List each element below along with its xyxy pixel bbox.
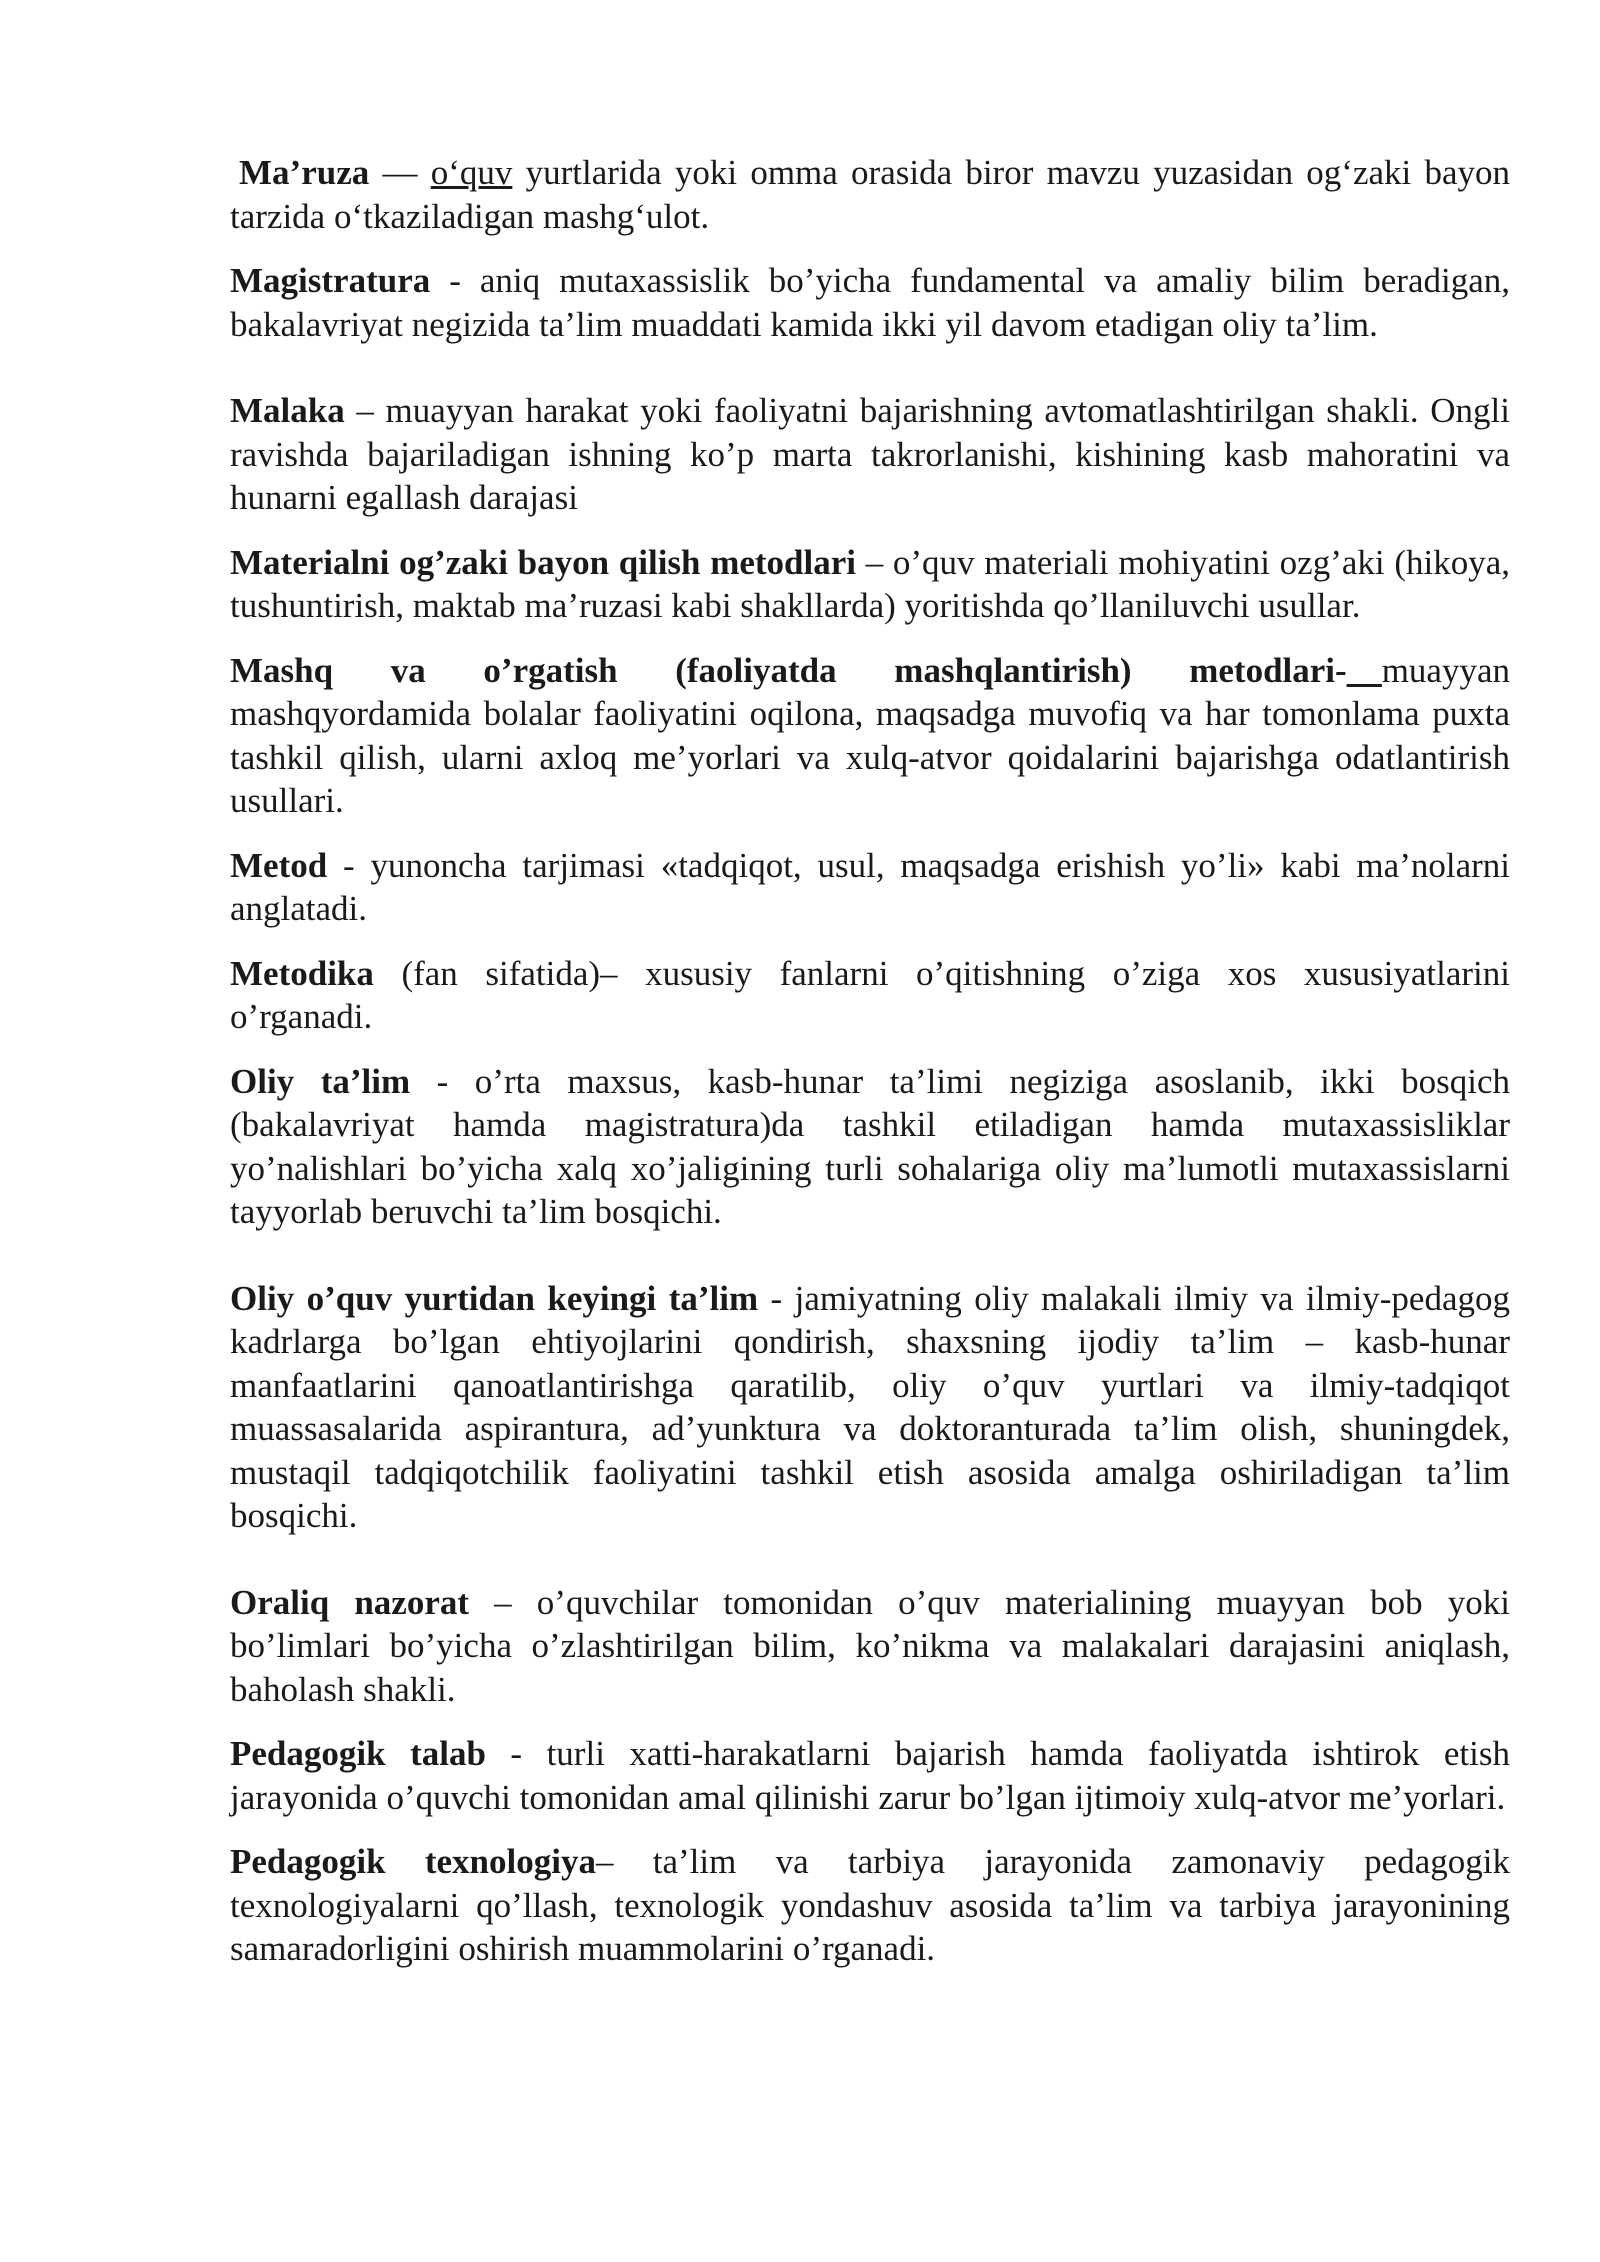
glossary-entry-malaka (230, 389, 1510, 520)
entry-link[interactable]: o‘quv (430, 153, 513, 192)
entry-term: Metod (230, 845, 328, 885)
entry-definition: – muayyan harakat yoki faoliyatni bajarishning avtomatlashtirilgan shakli. Ongli ravishda bajariladigan ishning ko’p marta takrorlanishi, kishining kasb mahoratini va hunarni egallash darajasi (230, 391, 1510, 517)
glossary-entry-oliy-oquv-yurtidan-keyingi (230, 1277, 1510, 1538)
entry-term: Pedagogik texnologiya (230, 1842, 596, 1881)
entry-definition: – o’quv materiali mohiyatini ozg’aki (hikoya, tushuntirish, maktab ma’ruzasi kabi shakllarda) yoritishda qo’llaniluvchi usullar. (230, 542, 1510, 625)
glossary-entry-oliy-talim (230, 1060, 1510, 1234)
entry-definition: – ta’lim va tarbiya jarayonida zamonaviy pedagogik texnologiyalarni qo’llash, texnologik yondashuv asosida ta’lim va tarbiya jarayonining samaradorligini oshirish muammolarini o’rganadi. (230, 1842, 1510, 1968)
glossary-body (230, 151, 1510, 1992)
entry-definition: (fan sifatida)– xususiy fanlarni o’qitishning o’ziga xos xususiyatlarini o’rganadi. (230, 953, 1510, 1036)
glossary-entry-magistratura (230, 259, 1510, 346)
entry-definition: - turli xatti-harakatlarni bajarish hamda faoliyatda ishtirok etish jarayonida o’quvchi tomonidan amal qilinishi zarur bo’lgan ijtimoiy xulq-atvor me’yorlari. (230, 1734, 1510, 1817)
entry-term: Oraliq nazorat (230, 1582, 470, 1622)
entry-term: Oliy o’quv yurtidan keyingi ta’lim (230, 1278, 759, 1318)
entry-definition: yurtlarida yoki omma orasida biror mavzu yuzasidan og‘zaki bayon tarzida o‘tkaziladigan mashg‘ulot. (230, 153, 1511, 236)
entry-term: Metodika (230, 953, 374, 993)
entry-term: Oliy ta’lim (230, 1061, 411, 1101)
glossary-entry-oraliq-nazorat (230, 1581, 1510, 1712)
entry-definition: - jamiyatning oliy malakali ilmiy va ilmiy-pedagog kadrlarga bo’lgan ehtiyojlarini qondirish, shaxsning ijodiy ta’lim – kasb-hunar manfaatlarini qanoatlantirishga qaratilib, oliy o’quv yurtlari va ilmiy-tadqiqot muassasalarida aspirantura, ad’yunktura va doktoranturada ta’lim olish, shuningdek, mustaqil tadqiqotchilik faoliyatini tashkil etish asosida amalga oshiriladigan ta’lim bosqichi. (230, 1278, 1510, 1535)
entry-term: Malaka (230, 391, 345, 430)
entry-underline-blank: __ (1346, 650, 1382, 690)
entry-term: Pedagogik talab (230, 1734, 486, 1773)
entry-definition: muayyan mashqyordamida bolalar faoliyatini oqilona, maqsadga muvofiq va har tomonlama puxta tashkil qilish, ularni axloq me’yorlari va xulq-atvor qoidalarini bajarishga odatlantirish usullari. (230, 650, 1510, 820)
glossary-entry-mashq-va-orgatish (230, 649, 1510, 823)
entry-definition: – o’quvchilar tomonidan o’quv materialining muayyan bob yoki bo’limlari bo’yicha o’zlashtirilgan bilim, ko’nikma va malakalari darajasini aniqlash, baholash shakli. (230, 1582, 1510, 1709)
entry-dash: — (369, 153, 431, 192)
entry-term: Materialni og’zaki bayon qilish metodlari (230, 542, 857, 582)
glossary-entry-pedagogik-texnologiya (230, 1840, 1510, 1971)
glossary-entry-metod (230, 844, 1510, 931)
glossary-entry-materialni-ogzaki (230, 541, 1510, 628)
entry-term: Magistratura (230, 261, 431, 300)
glossary-entry-metodika (230, 952, 1510, 1039)
entry-definition: - yunoncha tarjimasi «tadqiqot, usul, maqsadga erishish yo’li» kabi ma’nolarni anglatadi. (230, 845, 1510, 928)
entry-term: Mashq va o’rgatish (faoliyatda mashqlantirish) metodlari- (230, 650, 1347, 690)
entry-term: Ma’ruza (239, 153, 370, 192)
glossary-entry-maruza (230, 151, 1510, 238)
entry-definition: - o’rta maxsus, kasb-hunar ta’limi negiziga asoslanib, ikki bosqich (bakalavriyat hamda magistratura)da tashkil etiladigan hamda mutaxassisliklar yo’nalishlari bo’yicha xalq xo’jaligining turli sohalariga oliy ma’lumotli mutaxassislarni tayyorlab beruvchi ta’lim bosqichi. (230, 1061, 1510, 1231)
glossary-entry-pedagogik-talab (230, 1732, 1510, 1819)
entry-definition: - aniq mutaxassislik bo’yicha fundamental va amaliy bilim beradigan, bakalavriyat negizida ta’lim muaddati kamida ikki yil davom etadigan oliy ta’lim. (230, 261, 1510, 344)
